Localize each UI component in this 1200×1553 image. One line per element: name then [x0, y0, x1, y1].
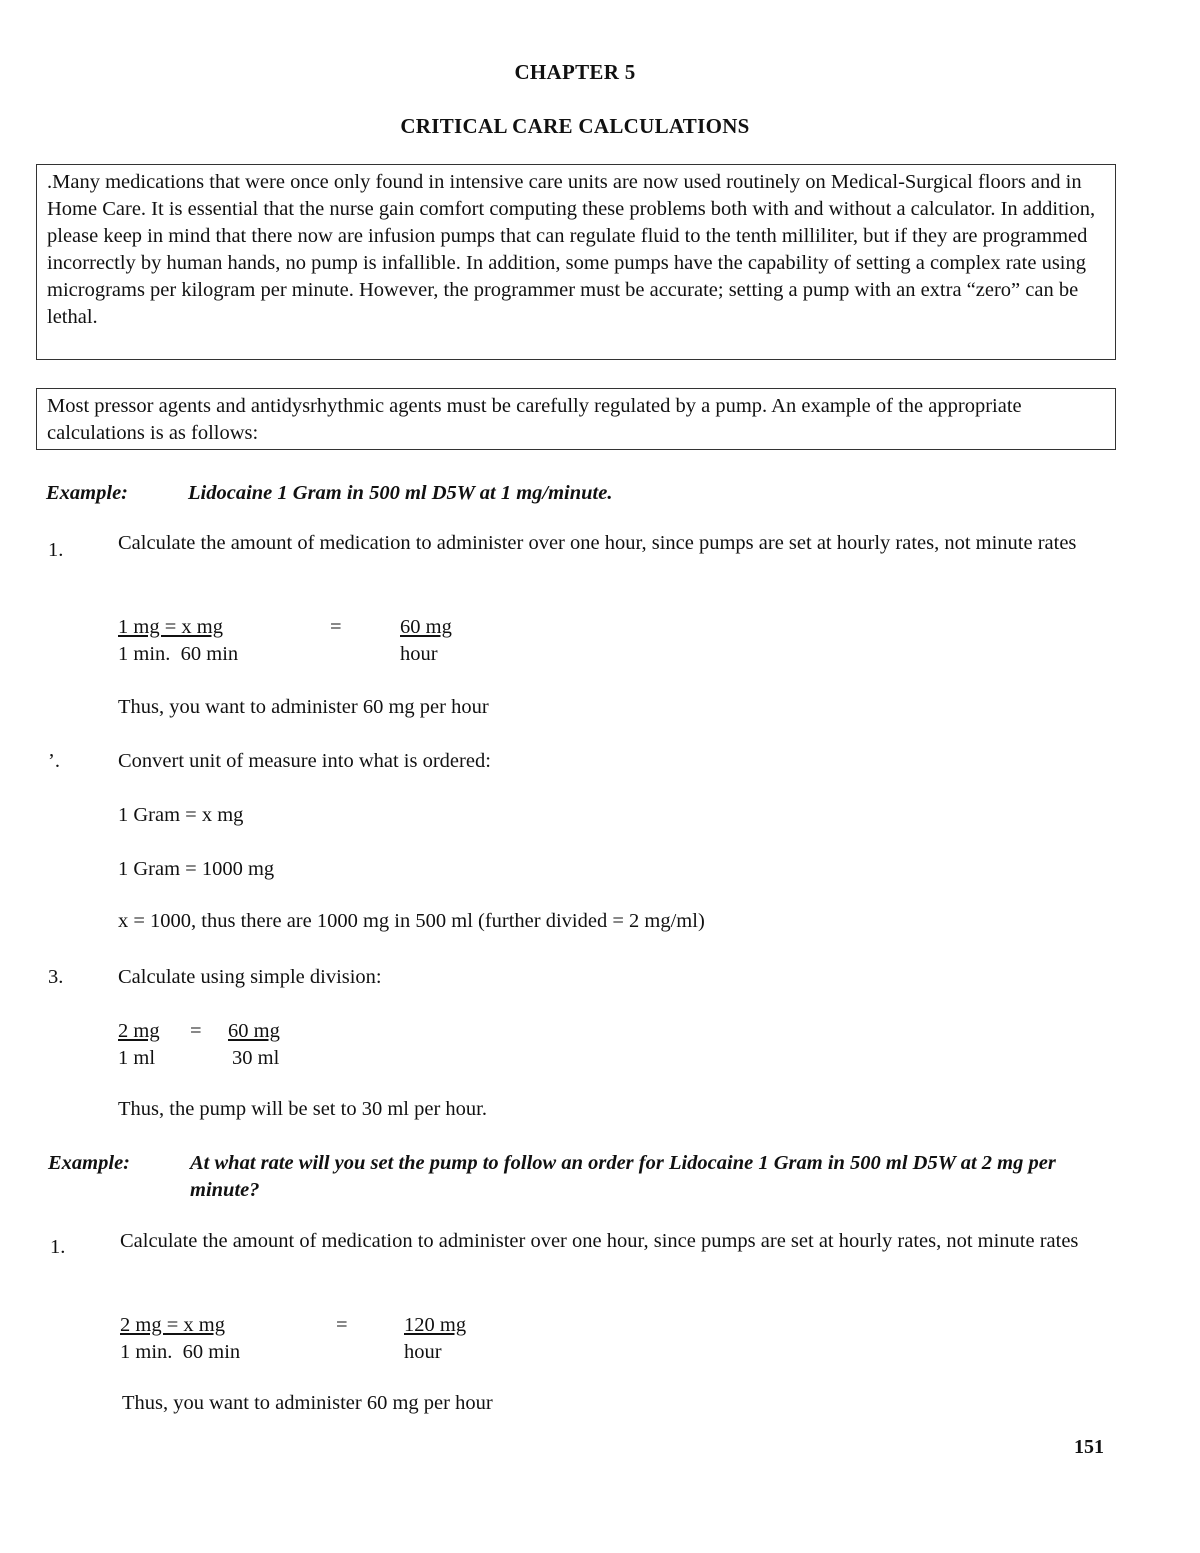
example2-step1-eq-top-right: 120 mg: [404, 1314, 467, 1336]
example2-text: At what rate will you set the pump to follow an order for Lidocaine 1 Gram in 500 ml D5W at 2 mg per minute?: [190, 1152, 1056, 1201]
intro-box: [36, 164, 1116, 360]
example1-step2-line3: x = 1000, thus there are 1000 mg in 500 ml (further divided = 2 mg/ml): [118, 910, 705, 932]
example1-step2-text: Convert unit of measure into what is ordered:: [118, 750, 491, 772]
pressor-text: Most pressor agents and antidysrhythmic agents must be carefully regulated by a pump. An example of the appropriate calculations is as follows:: [47, 395, 1022, 444]
example1-step1-eq-top-left: 1 mg = x mg: [118, 616, 223, 638]
example2-step1-number: 1.: [50, 1236, 66, 1258]
example1-step1-eq-bottom-left: 1 min. 60 min: [118, 643, 239, 665]
example1-step1-text: Calculate the amount of medication to administer over one hour, since pumps are set at hourly rates, not minute rates: [118, 532, 1077, 554]
pressor-box: [36, 388, 1116, 450]
example1-step3-eq-bottom-left: 1 ml: [118, 1047, 156, 1069]
example2-step1-eq-bottom-left: 1 min. 60 min: [120, 1341, 241, 1363]
example1-text: Lidocaine 1 Gram in 500 ml D5W at 1 mg/minute.: [188, 482, 613, 504]
example1-step1-eq-top-right: 60 mg: [400, 616, 452, 638]
example2-label: Example:: [48, 1152, 130, 1174]
example2-step1-eq-sign: =: [336, 1314, 348, 1336]
example1-step2-number: ’.: [48, 750, 60, 772]
example2-step1-eq-bottom-right: hour: [404, 1341, 442, 1363]
example1-step3-eq-top-right: 60 mg: [228, 1020, 280, 1042]
example1-step1-result: Thus, you want to administer 60 mg per hour: [118, 696, 489, 718]
example1-step3-result: Thus, the pump will be set to 30 ml per hour.: [118, 1098, 487, 1120]
example2-step1-result: Thus, you want to administer 60 mg per hour: [122, 1392, 493, 1414]
example2-step1-eq-top-left: 2 mg = x mg: [120, 1314, 225, 1336]
example1-step2-line2: 1 Gram = 1000 mg: [118, 858, 275, 880]
example1-step1-eq-bottom-right: hour: [400, 643, 438, 665]
example1-step3-number: 3.: [48, 966, 64, 988]
example1-step2-line1: 1 Gram = x mg: [118, 804, 244, 826]
intro-text: .Many medications that were once only found in intensive care units are now used routinely on Medical-Surgical floors and in Home Care. It is essential that the nurse gain comfort computing these problems both with and without a calculator. In addition, please keep in mind that there now are infusion pumps that can regulate fluid to the tenth milliliter, but if they are programmed incorrectly by human hands, no pump is infallible. In addition, some pumps have the capability of setting a complex rate using micrograms per kilogram per minute. However, the programmer must be accurate; setting a pump with an extra “zero” can be lethal.: [47, 171, 1096, 328]
example1-step1-number: 1.: [48, 539, 64, 561]
example1-step3-eq-bottom-right: 30 ml: [232, 1047, 280, 1069]
example1-step3-eq-top-left: 2 mg: [118, 1020, 160, 1042]
chapter-heading: CHAPTER 5: [514, 60, 636, 84]
page-number: 151: [1074, 1436, 1104, 1458]
example1-step3-eq-sign: =: [190, 1020, 202, 1042]
example1-label: Example:: [46, 482, 128, 504]
example1-step3-text: Calculate using simple division:: [118, 966, 382, 988]
example1-step1-eq-sign: =: [330, 616, 342, 638]
example2-step1-text: Calculate the amount of medication to administer over one hour, since pumps are set at hourly rates, not minute rates: [120, 1230, 1079, 1252]
page-title: CRITICAL CARE CALCULATIONS: [400, 114, 750, 138]
